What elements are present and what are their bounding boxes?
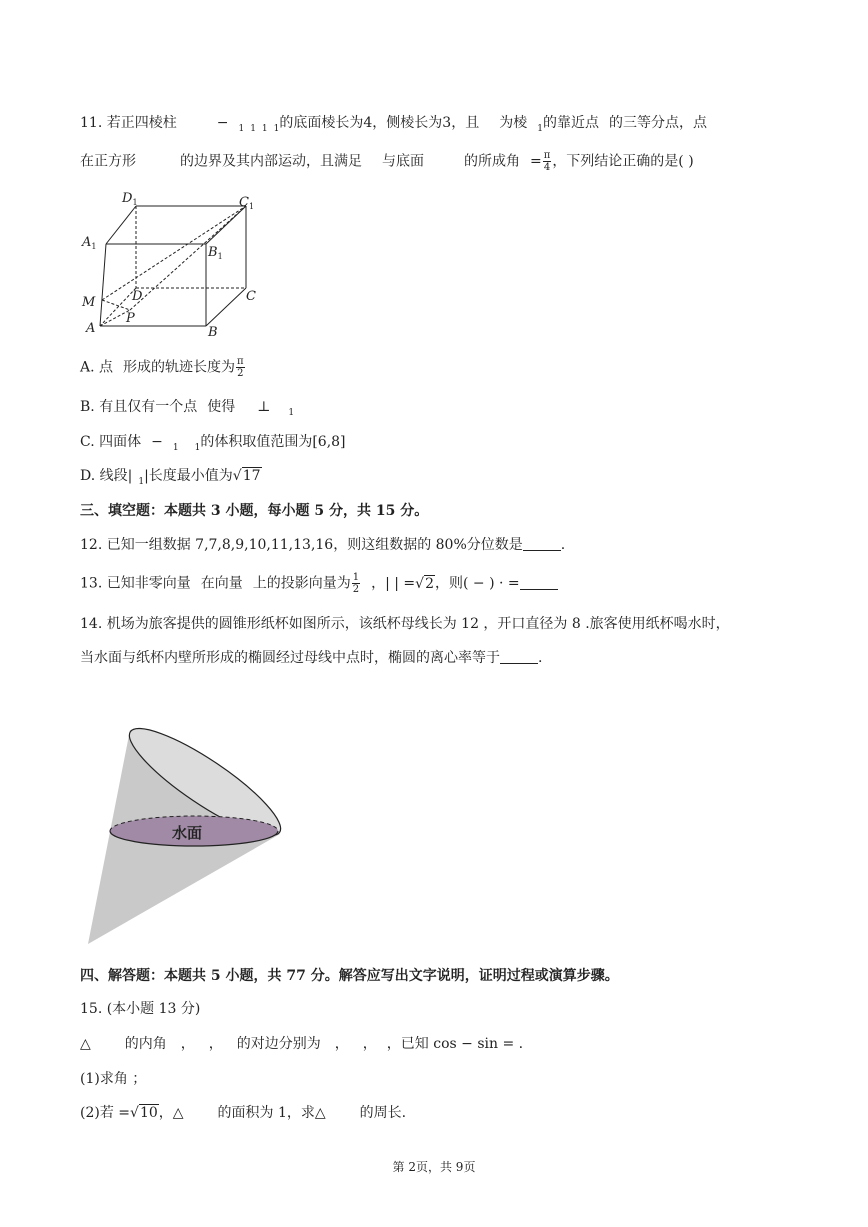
q11-text: 的底面棱长为4，侧棱长为3，且 — [279, 115, 480, 131]
label-D1: $D_1$ — [122, 191, 138, 207]
q15-text: 的面积为 1，求△ — [217, 1105, 326, 1121]
label-B: B — [208, 325, 218, 340]
numerator: 1 — [352, 572, 360, 583]
q11-text: 在正方形 — [80, 153, 136, 170]
label-M: M — [82, 295, 96, 310]
q13 — [80, 572, 558, 595]
label-A1: $A_1$ — [82, 235, 97, 251]
q11-text: 的靠近点 — [542, 115, 599, 131]
q14-text: . — [538, 650, 543, 666]
option-text: ⊥ — [257, 399, 271, 415]
q15-text: 的内角 — [124, 1036, 167, 1052]
q11-option-d — [80, 466, 262, 488]
subscript: 1 — [138, 477, 145, 487]
q11-text: − — [216, 115, 229, 131]
label-P: P — [126, 311, 135, 326]
q15-text: 的周长. — [359, 1105, 407, 1121]
q15-text: ， — [334, 1036, 349, 1052]
q14-text: 当水面与纸杯内壁所形成的椭圆经过母线中点时，椭圆的离心率等于 — [80, 650, 500, 666]
q13-text: 13. 已知非零向量 — [80, 575, 191, 592]
subscript: 1 — [238, 124, 245, 134]
q15-text: ， — [362, 1036, 377, 1052]
option-text: 形成的轨迹长度为 — [123, 359, 236, 376]
option-text: |长度最小值为 — [144, 468, 233, 484]
label-C1: $C_1$ — [239, 195, 255, 211]
sqrt-2: √2 — [415, 575, 435, 592]
numerator: π — [237, 356, 244, 367]
q15-text: ， — [180, 1036, 195, 1052]
radicand: 17 — [242, 468, 261, 484]
q15-text: △ — [80, 1036, 91, 1052]
label-A: A — [86, 321, 96, 336]
q11-option-b — [80, 397, 294, 419]
denominator: 4 — [543, 162, 551, 173]
q11-line2 — [80, 150, 694, 173]
q11-text: 为棱 — [499, 115, 528, 131]
option-text: 使得 — [207, 399, 236, 415]
page-footer: 第 2页，共 9页 — [392, 1160, 476, 1174]
answer-blank[interactable] — [500, 649, 538, 664]
label-D: D — [132, 289, 143, 304]
pi-over-4 — [543, 150, 552, 173]
one-half — [352, 572, 360, 595]
answer-blank[interactable] — [520, 575, 558, 590]
denominator: 2 — [237, 368, 244, 379]
q15-part2 — [80, 1103, 406, 1123]
numerator: π — [543, 150, 551, 161]
q14-line1: 14. 机场为旅客提供的圆锥形纸杯如图所示，该纸杯母线长为 12 ，开口直径为 8 .旅客使用纸杯喝水时， — [80, 616, 730, 632]
option-text: − — [151, 434, 163, 450]
cone-figure — [84, 724, 294, 950]
q12 — [80, 535, 565, 555]
subscript: 1 — [273, 124, 280, 134]
q13-text: ，则( − ) · = — [435, 575, 520, 592]
q11-option-c — [80, 432, 346, 454]
subscript: 1 — [250, 124, 256, 134]
radicand: 2 — [425, 575, 435, 592]
q15-stem — [80, 1034, 523, 1054]
subscript: 1 — [172, 443, 179, 453]
q15-text: ，△ — [158, 1105, 184, 1121]
subscript: 1 — [537, 124, 543, 134]
denominator: 2 — [352, 584, 360, 595]
q12-text: 12. 已知一组数据 7,7,8,9,10,11,13,16，则这组数据的 80%分位数是 — [80, 537, 523, 553]
q11-text: = — [530, 153, 542, 170]
q11-text: 11. 若正四棱柱 — [80, 115, 177, 131]
q15-text: 的对边分别为 — [236, 1036, 321, 1052]
q11-text: 的所成角 — [464, 153, 520, 170]
sqrt-10: √10 — [130, 1105, 158, 1121]
q15-text: ，已知 cos − sin = . — [386, 1036, 524, 1052]
subscript: 1 — [288, 408, 295, 418]
label-C: C — [246, 289, 256, 304]
q15-title: 15. (本小题 13 分) — [80, 1001, 201, 1017]
q15-part1: (1)求角 ； — [80, 1071, 147, 1087]
label-B1: $B_1$ — [208, 245, 223, 261]
answer-blank[interactable] — [523, 536, 561, 551]
q15-text: ， — [208, 1036, 223, 1052]
pi-over-2 — [236, 356, 245, 379]
q11-option-a — [80, 356, 246, 379]
option-text: 的体积取值范围为[6,8] — [200, 434, 346, 450]
section-3-heading: 三、填空题：本题共 3 小题，每小题 5 分，共 15 分。 — [80, 503, 429, 519]
q11-text: 与底面 — [382, 153, 424, 170]
option-text: C. 四面体 — [80, 434, 142, 450]
section-4-heading: 四、解答题：本题共 5 小题，共 77 分。解答应写出文字说明，证明过程或演算步骤。 — [80, 968, 619, 984]
q14-line2 — [80, 648, 542, 668]
q13-text: ，| | = — [371, 575, 416, 592]
q11-line1 — [80, 113, 707, 135]
cube-figure — [78, 188, 268, 340]
subscript: 1 — [194, 443, 201, 453]
q12-text: . — [560, 537, 566, 553]
option-text: D. 线段| — [80, 468, 133, 484]
option-text: B. 有且仅有一个点 — [80, 399, 198, 415]
q13-text: 上的投影向量为 — [252, 575, 351, 592]
radicand: 10 — [139, 1105, 158, 1121]
sqrt-17: √17 — [232, 468, 261, 484]
q11-text: 的边界及其内部运动，且满足 — [180, 153, 362, 170]
q15-text: (2)若 = — [80, 1105, 131, 1121]
q13-text: 在向量 — [200, 575, 243, 592]
subscript: 1 — [261, 124, 268, 134]
water-label: 水面 — [172, 824, 203, 842]
option-text: A. 点 — [80, 359, 114, 376]
q11-text: 的三等分点，点 — [608, 115, 707, 131]
q11-text: ，下列结论正确的是( ) — [552, 153, 694, 170]
